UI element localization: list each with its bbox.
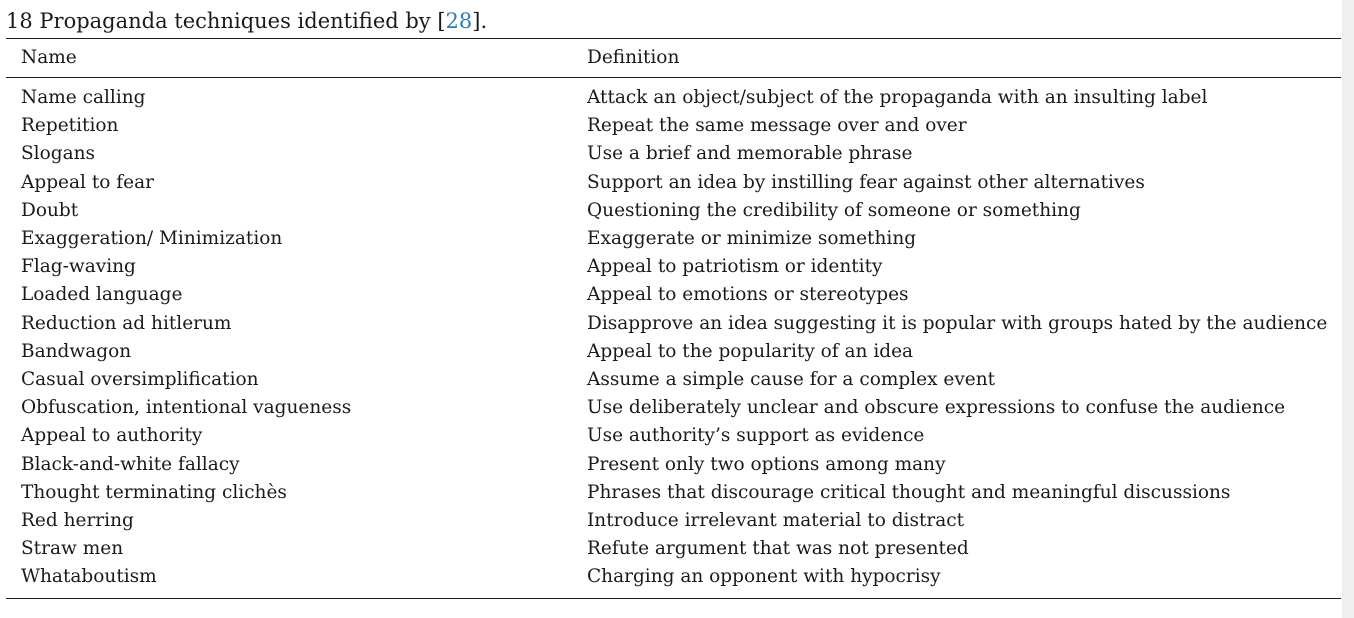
technique-name: Thought terminating clichès (21, 481, 287, 503)
table-row (6, 225, 1341, 253)
table-row (6, 507, 1341, 535)
technique-definition: Charging an opponent with hypocrisy (587, 566, 941, 588)
caption-suffix: ]. (472, 9, 488, 33)
page-edge-strip (1342, 0, 1354, 618)
table-row (6, 140, 1341, 168)
techniques-table-body (6, 78, 1341, 598)
technique-definition: Appeal to patriotism or identity (587, 256, 883, 278)
technique-definition: Exaggerate or minimize something (587, 228, 917, 250)
technique-name: Appeal to authority (21, 425, 203, 447)
technique-name: Red herring (21, 510, 134, 532)
table-row (6, 394, 1341, 422)
technique-name: Flag-waving (21, 256, 136, 278)
table-row (6, 563, 1341, 597)
table-row (6, 451, 1341, 479)
table-row (6, 310, 1341, 338)
technique-definition: Support an idea by instilling fear against other alternatives (587, 171, 1145, 193)
technique-name: Whataboutism (21, 566, 157, 588)
table-row (6, 422, 1341, 450)
technique-name: Loaded language (21, 284, 183, 306)
technique-name: Casual oversimplification (21, 369, 259, 391)
technique-name: Black-and-white fallacy (21, 453, 240, 475)
technique-definition: Appeal to emotions or stereotypes (587, 284, 909, 306)
technique-definition: Assume a simple cause for a complex event (587, 369, 996, 391)
table-row (6, 338, 1341, 366)
header-definition: Definition (587, 47, 680, 68)
technique-definition: Disapprove an idea suggesting it is popular with groups hated by the audience (587, 312, 1328, 334)
table-row (6, 281, 1341, 309)
table-row (6, 169, 1341, 197)
table-row (6, 535, 1341, 563)
technique-definition: Appeal to the popularity of an idea (587, 340, 914, 362)
citation-link[interactable]: 28 (445, 9, 473, 33)
technique-name: Reduction ad hitlerum (21, 312, 232, 334)
table-row (6, 112, 1341, 140)
techniques-table (6, 39, 1341, 77)
technique-definition: Questioning the credibility of someone or something (587, 199, 1081, 221)
technique-name: Exaggeration/ Minimization (21, 228, 283, 250)
header-name: Name (21, 47, 77, 68)
technique-definition: Refute argument that was not presented (587, 538, 969, 560)
technique-definition: Attack an object/subject of the propaganda with an insulting label (587, 87, 1208, 108)
header-row (6, 39, 1341, 77)
technique-name: Appeal to fear (21, 171, 154, 193)
technique-definition: Repeat the same message over and over (587, 115, 967, 137)
technique-definition: Use authority’s support as evidence (587, 425, 925, 447)
table-row (6, 366, 1341, 394)
table-row (6, 78, 1341, 112)
propaganda-techniques-table (6, 38, 1341, 599)
technique-name: Obfuscation, intentional vagueness (21, 397, 352, 419)
table-row (6, 479, 1341, 507)
table-row (6, 253, 1341, 281)
technique-name: Straw men (21, 538, 124, 560)
technique-definition: Introduce irrelevant material to distract (587, 510, 965, 532)
technique-definition: Present only two options among many (587, 453, 946, 475)
technique-name: Name calling (21, 87, 146, 108)
technique-definition: Phrases that discourage critical thought and meaningful discussions (587, 481, 1231, 503)
technique-name: Slogans (21, 143, 96, 165)
bottom-rule (6, 598, 1341, 599)
caption-text: 18 Propaganda techniques identified by [ (6, 9, 446, 33)
technique-name: Bandwagon (21, 340, 132, 362)
technique-name: Repetition (21, 115, 119, 137)
table-row (6, 197, 1341, 225)
technique-definition: Use deliberately unclear and obscure expressions to confuse the audience (587, 397, 1286, 419)
technique-definition: Use a brief and memorable phrase (587, 143, 913, 165)
technique-name: Doubt (21, 199, 79, 221)
table-caption (6, 6, 487, 36)
